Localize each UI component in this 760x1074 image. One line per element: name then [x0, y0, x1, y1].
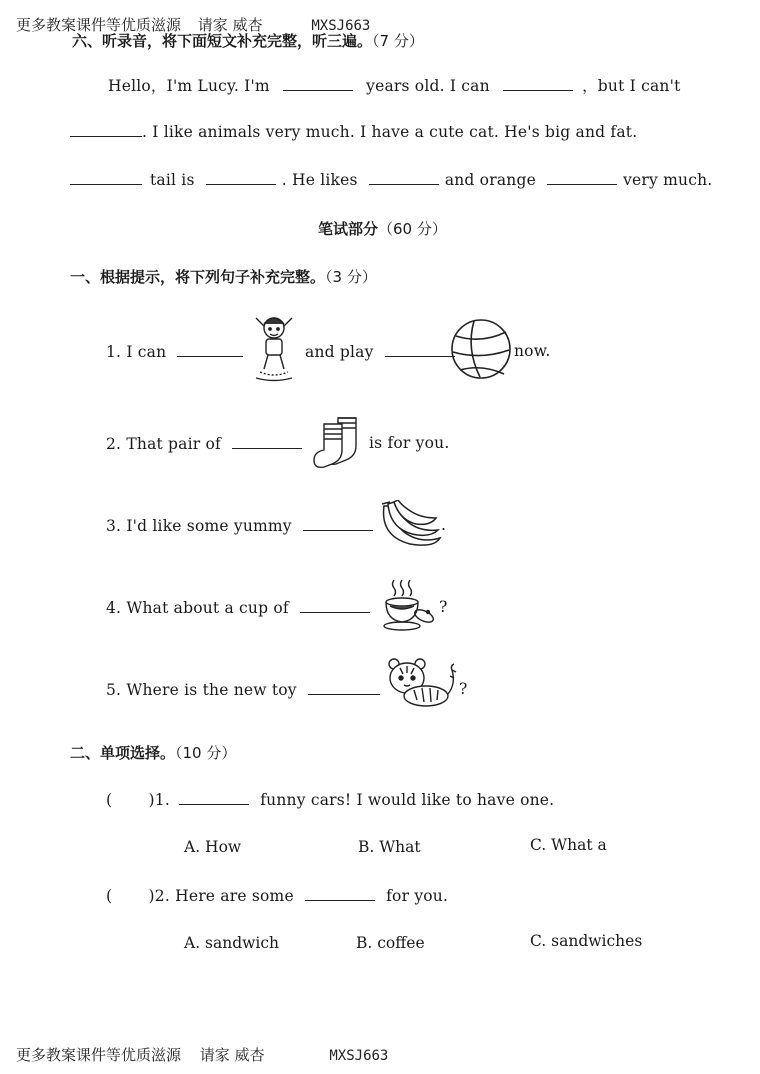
written-part-title	[318, 218, 447, 239]
fill-item-5-end: ?	[459, 680, 468, 698]
section2-heading-text: 二、单项选择。	[70, 744, 176, 762]
watermark-text: 更多教案课件等优质滋源	[16, 16, 182, 34]
question-number: )1.	[148, 791, 170, 809]
passage-text: years old. I can	[366, 77, 490, 95]
answer-blank[interactable]	[300, 598, 370, 613]
written-points: （60 分）	[378, 220, 447, 238]
section1-points: （3 分）	[325, 268, 377, 286]
passage-text: very much.	[623, 171, 713, 189]
section2-heading	[70, 742, 236, 763]
watermark-text: 更多教案课件等优质滋源	[16, 1046, 182, 1064]
fill-item-4	[106, 598, 370, 617]
item-text: I'd like some yummy	[126, 517, 292, 535]
answer-blank[interactable]	[547, 170, 617, 185]
answer-paren-open: (	[106, 887, 113, 905]
section2-points: （10 分）	[175, 744, 237, 762]
item-text: Where is the new toy	[126, 681, 297, 699]
question-number: )2.	[148, 887, 170, 905]
passage-text: . He likes	[281, 171, 358, 189]
section1-heading	[70, 266, 377, 287]
item-number: 3.	[106, 517, 122, 535]
fill-item-1-part2	[305, 342, 455, 361]
item-number: 4.	[106, 599, 122, 617]
fill-item-3	[106, 516, 373, 535]
answer-blank[interactable]	[283, 76, 353, 91]
q1-option-b[interactable]: B. What	[358, 838, 421, 856]
answer-blank[interactable]	[232, 434, 302, 449]
written-title-text: 笔试部分	[318, 220, 379, 238]
passage-text: . I like animals very much. I have a cute cat. He's big and fat.	[142, 123, 638, 141]
q2-option-a[interactable]: A. sandwich	[184, 934, 280, 952]
section1-heading-text: 一、根据提示，将下列句子补充完整。	[70, 268, 326, 286]
item-text: and play	[305, 343, 374, 361]
answer-blank[interactable]	[305, 886, 375, 901]
fill-item-3-end: .	[441, 516, 447, 534]
answer-blank[interactable]	[70, 170, 142, 185]
fill-item-2-end: is for you.	[369, 434, 450, 452]
question-stem: funny cars! I would like to have one.	[260, 791, 555, 809]
item-text: I can	[126, 343, 167, 361]
q2-option-c[interactable]: C. sandwiches	[530, 932, 643, 950]
q2-option-b[interactable]: B. coffee	[356, 934, 425, 952]
watermark-names: 请家 威杏	[199, 1046, 265, 1064]
fill-item-5	[106, 680, 380, 699]
jumping-boy-icon	[250, 312, 298, 384]
fill-item-2	[106, 434, 302, 453]
answer-blank[interactable]	[369, 170, 439, 185]
item-text: That pair of	[126, 435, 221, 453]
listening-line-1	[108, 74, 681, 96]
watermark-code: MXSJ663	[329, 1048, 389, 1064]
tiger-toy-icon	[384, 656, 458, 708]
listening-points: （7 分）	[372, 32, 424, 50]
fill-item-1-end: now.	[514, 342, 551, 360]
answer-blank[interactable]	[70, 122, 142, 137]
item-number: 1.	[106, 343, 122, 361]
choice-question-2	[106, 886, 448, 905]
passage-text: Hello，I'm Lucy. I'm	[108, 77, 270, 95]
item-text: What about a cup of	[126, 599, 289, 617]
answer-blank[interactable]	[503, 76, 573, 91]
q1-option-a[interactable]: A. How	[184, 838, 242, 856]
passage-text: tail is	[150, 171, 195, 189]
passage-text: ，but I can't	[582, 77, 681, 95]
item-number: 2.	[106, 435, 122, 453]
answer-blank[interactable]	[385, 342, 455, 357]
tea-cup-icon	[380, 576, 436, 632]
answer-blank[interactable]	[177, 342, 243, 357]
passage-text: and orange	[444, 171, 536, 189]
bananas-icon	[378, 500, 442, 550]
fill-item-4-end: ?	[439, 598, 448, 616]
q1-option-c[interactable]: C. What a	[530, 836, 607, 854]
question-stem: Here are some	[175, 887, 294, 905]
socks-icon	[312, 414, 366, 470]
answer-blank[interactable]	[308, 680, 380, 695]
item-number: 5.	[106, 681, 122, 699]
answer-paren-open: (	[106, 791, 113, 809]
watermark-bottom	[16, 1044, 388, 1065]
watermark-names: 请家 威杏	[197, 16, 263, 34]
answer-blank[interactable]	[206, 170, 276, 185]
choice-question-1	[106, 790, 554, 809]
answer-blank[interactable]	[303, 516, 373, 531]
answer-blank[interactable]	[179, 790, 249, 805]
listening-line-2	[70, 122, 637, 141]
ball-icon	[450, 318, 512, 380]
question-stem: for you.	[386, 887, 449, 905]
listening-line-3	[70, 170, 712, 189]
watermark-code: MXSJ663	[311, 18, 371, 34]
listening-heading	[72, 30, 424, 51]
listening-heading-text: 六、听录音，将下面短文补充完整，听三遍。	[72, 32, 373, 50]
fill-item-1	[106, 342, 243, 361]
